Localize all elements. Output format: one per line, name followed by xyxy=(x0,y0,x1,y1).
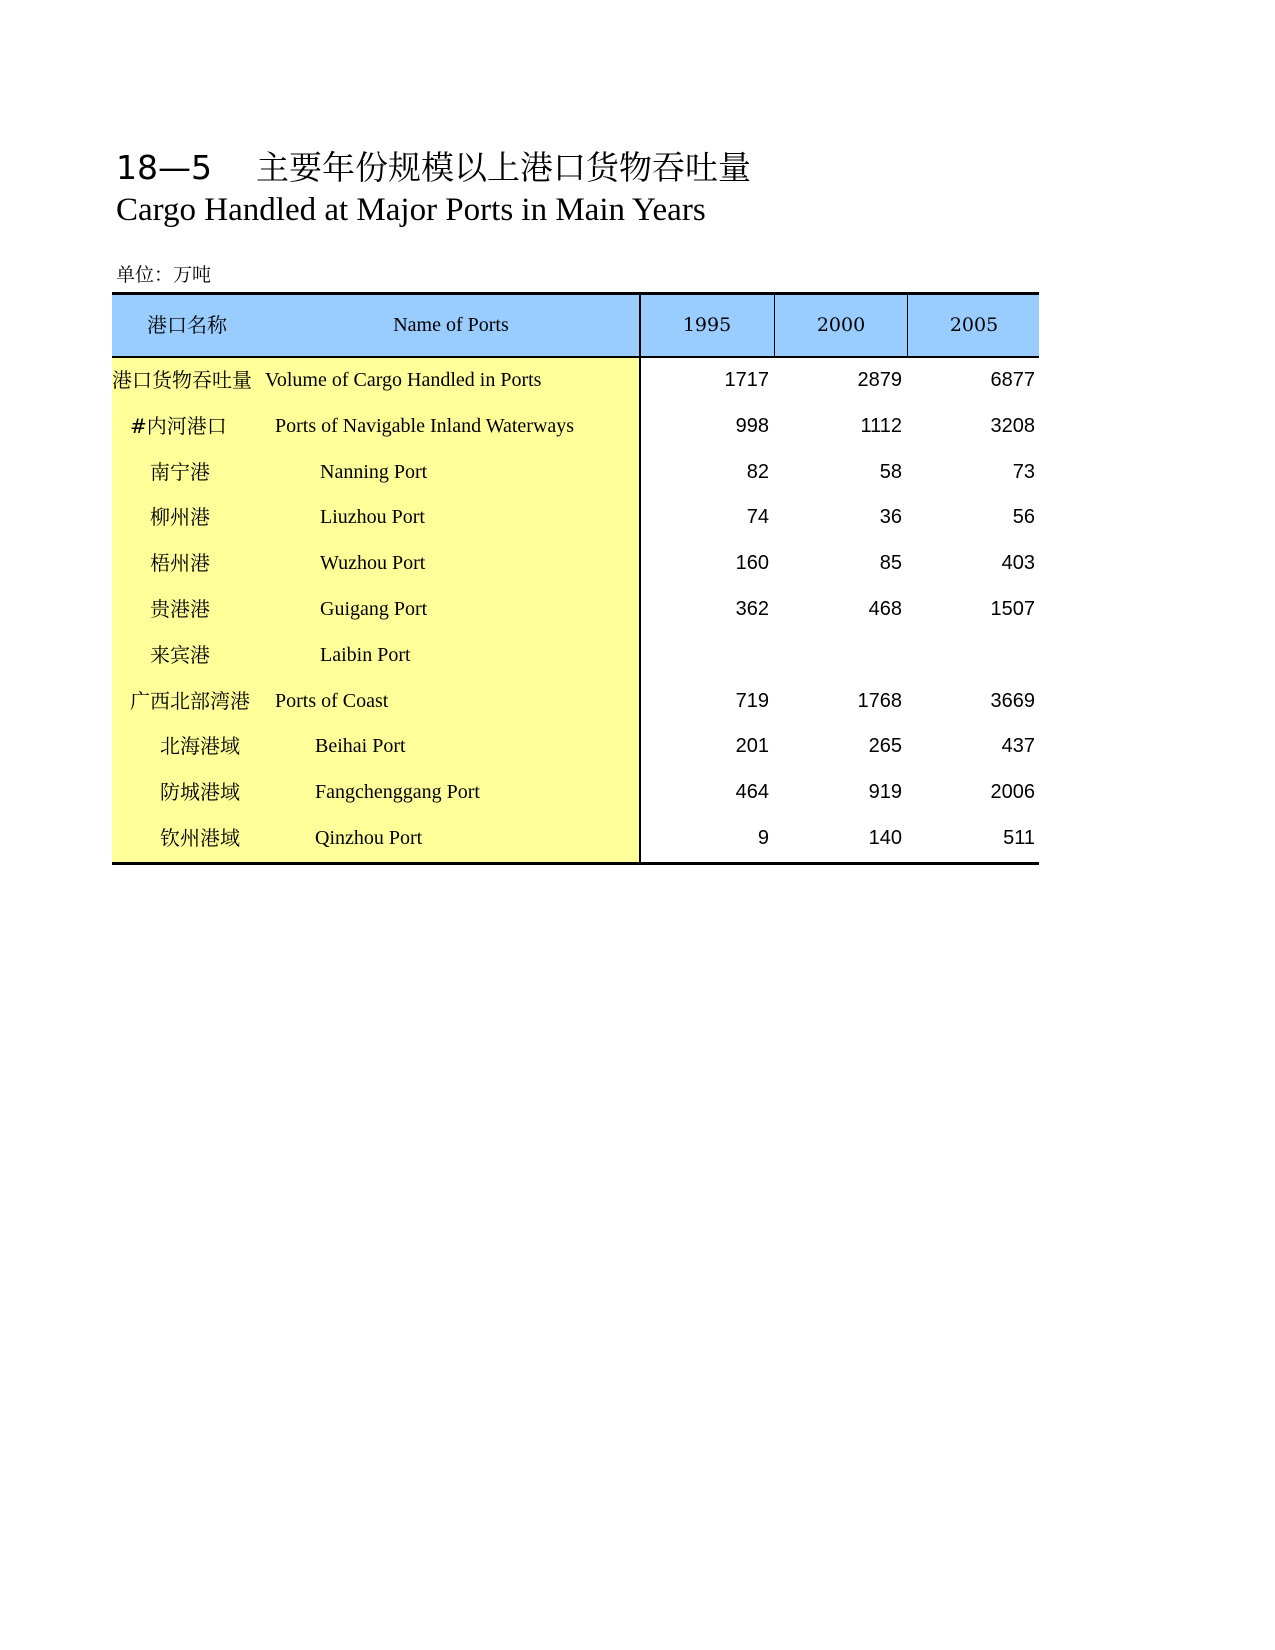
row-name-zh: 港口货物吞吐量 xyxy=(112,368,252,392)
value-1995: 9 xyxy=(757,826,769,849)
value-1995: 998 xyxy=(735,414,769,437)
table-row xyxy=(112,450,1039,496)
table-row xyxy=(112,541,1039,587)
row-name-en: Wuzhou Port xyxy=(320,552,426,575)
value-2005: 56 xyxy=(1012,506,1035,529)
page-title-en: Cargo Handled at Major Ports in Main Years xyxy=(116,192,706,228)
table-row xyxy=(112,724,1039,770)
table-row xyxy=(112,404,1039,450)
table-row xyxy=(112,679,1039,725)
unit-label: 单位：万吨 xyxy=(116,264,212,286)
table-row xyxy=(112,587,1039,633)
cargo-table xyxy=(112,292,1039,865)
value-2005: 1507 xyxy=(990,597,1035,620)
row-name-en: Laibin Port xyxy=(320,643,411,666)
value-2005: 73 xyxy=(1012,460,1035,483)
value-2000: 36 xyxy=(879,506,902,529)
table-row xyxy=(112,495,1039,541)
value-2005: 403 xyxy=(1001,552,1035,575)
value-2000: 468 xyxy=(868,597,902,620)
table-row xyxy=(112,358,1039,404)
table-body xyxy=(112,358,1039,862)
row-name-zh: 防城港域 xyxy=(160,780,240,805)
value-1995: 464 xyxy=(735,781,769,804)
value-1995: 1717 xyxy=(724,369,769,391)
header-name-en: Name of Ports xyxy=(393,314,509,336)
row-name-zh: #内河港口 xyxy=(130,413,227,438)
row-name-zh: 来宾港 xyxy=(150,642,210,667)
value-1995: 160 xyxy=(735,552,769,575)
value-2005: 2006 xyxy=(990,781,1035,804)
value-2000: 1112 xyxy=(860,414,902,437)
row-name-zh: 南宁港 xyxy=(150,459,210,484)
column-divider xyxy=(639,295,641,862)
header-year-2005: 2005 xyxy=(907,295,1040,356)
row-name-en: Volume of Cargo Handled in Ports xyxy=(265,369,542,391)
table-row xyxy=(112,816,1039,862)
row-name-zh: 广西北部湾港 xyxy=(130,688,250,713)
value-2000: 58 xyxy=(879,460,902,483)
value-2005: 437 xyxy=(1001,735,1035,758)
row-name-en: Guigang Port xyxy=(320,597,428,620)
value-1995: 74 xyxy=(746,506,769,529)
table-row xyxy=(112,770,1039,816)
value-2000: 140 xyxy=(868,826,902,849)
row-name-zh: 梧州港 xyxy=(150,551,210,576)
row-name-en: Liuzhou Port xyxy=(320,506,425,529)
value-1995: 719 xyxy=(735,689,769,712)
row-name-en: Beihai Port xyxy=(315,735,406,758)
row-name-zh: 钦州港域 xyxy=(160,825,240,850)
title-zh-text: 主要年份规模以上港口货物吞吐量 xyxy=(256,148,751,187)
row-name-zh: 贵港港 xyxy=(150,596,210,621)
value-2000: 265 xyxy=(868,735,902,758)
value-2000: 1768 xyxy=(857,689,902,712)
row-name-en: Nanning Port xyxy=(320,460,428,483)
row-name-en: Ports of Coast xyxy=(275,689,389,712)
value-2000: 85 xyxy=(879,552,902,575)
value-2000: 919 xyxy=(868,781,902,804)
table-row xyxy=(112,633,1039,679)
value-2005: 3208 xyxy=(990,414,1035,437)
value-2005: 6877 xyxy=(990,369,1035,391)
header-year-1995: 1995 xyxy=(682,314,732,336)
value-2000: 2879 xyxy=(857,369,902,391)
header-name-zh: 港口名称 xyxy=(147,313,227,337)
row-name-zh: 北海港域 xyxy=(160,734,240,759)
table-header xyxy=(112,295,1039,358)
row-name-en: Qinzhou Port xyxy=(315,826,423,849)
value-1995: 201 xyxy=(735,735,769,758)
row-name-en: Fangchenggang Port xyxy=(315,781,480,804)
value-2005: 511 xyxy=(1003,826,1035,849)
header-year-2000: 2000 xyxy=(774,295,907,356)
row-name-zh: 柳州港 xyxy=(150,505,210,530)
row-name-en: Ports of Navigable Inland Waterways xyxy=(275,414,575,437)
value-1995: 82 xyxy=(746,460,769,483)
value-2005: 3669 xyxy=(990,689,1035,712)
value-1995: 362 xyxy=(735,597,769,620)
table-number: 18—5 xyxy=(116,148,212,187)
page-title-zh xyxy=(116,148,751,188)
